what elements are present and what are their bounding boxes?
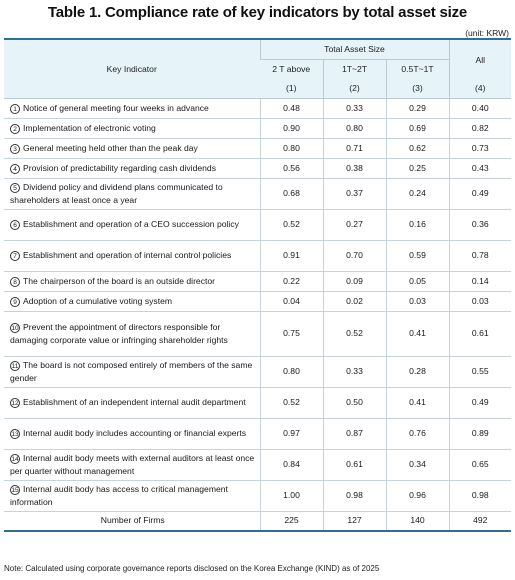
value-cell: 0.80 xyxy=(323,118,386,138)
firms-label: Number of Firms xyxy=(4,511,260,531)
value-cell: 0.90 xyxy=(260,118,323,138)
header-col-2t-above: 2 T above xyxy=(260,59,323,79)
value-cell: 0.68 xyxy=(260,178,323,209)
indicator-cell xyxy=(4,449,260,480)
value-cell: 0.24 xyxy=(386,178,449,209)
row-number-badge: 9 xyxy=(10,297,20,307)
value-cell: 0.69 xyxy=(386,118,449,138)
value-cell: 0.78 xyxy=(449,240,511,271)
table-row xyxy=(4,158,511,178)
indicator-cell xyxy=(4,98,260,118)
unit-label: (unit: KRW) xyxy=(465,28,509,38)
indicator-label: Establishment of an independent internal audit department xyxy=(23,397,246,407)
indicator-cell xyxy=(4,178,260,209)
header-key-indicator: Key Indicator xyxy=(4,39,260,98)
table-row xyxy=(4,178,511,209)
indicator-cell xyxy=(4,118,260,138)
value-cell: 0.48 xyxy=(260,98,323,118)
header-num-1: (1) xyxy=(260,79,323,98)
value-cell: 0.40 xyxy=(449,98,511,118)
value-cell: 0.96 xyxy=(386,480,449,511)
row-number-badge: 6 xyxy=(10,220,20,230)
value-cell: 0.33 xyxy=(323,98,386,118)
table-row xyxy=(4,271,511,291)
row-number-badge: 1 xyxy=(10,104,20,114)
indicator-label: Dividend policy and dividend plans communicated to shareholders at least once a year xyxy=(10,181,223,205)
value-cell: 0.61 xyxy=(449,311,511,356)
indicator-cell xyxy=(4,291,260,311)
header-col-05t-1t: 0.5T~1T xyxy=(386,59,449,79)
row-number-badge: 8 xyxy=(10,277,20,287)
value-cell: 0.38 xyxy=(323,158,386,178)
indicator-label: General meeting held other than the peak day xyxy=(23,142,198,153)
header-all: All xyxy=(449,39,511,79)
indicator-label: Prevent the appointment of directors responsible for damaging corporate value or infringing shareholder rights xyxy=(10,321,228,345)
value-cell: 0.89 xyxy=(449,418,511,449)
value-cell: 0.84 xyxy=(260,449,323,480)
value-cell: 0.04 xyxy=(260,291,323,311)
value-cell: 0.34 xyxy=(386,449,449,480)
indicator-label: Establishment and operation of internal control policies xyxy=(23,250,232,260)
indicator-label: Notice of general meeting four weeks in advance xyxy=(23,102,209,113)
value-cell: 0.71 xyxy=(323,138,386,158)
value-cell: 0.03 xyxy=(449,291,511,311)
indicator-label: The chairperson of the board is an outside director xyxy=(23,275,216,286)
indicator-label: Provision of predictability regarding cash dividends xyxy=(23,162,216,173)
value-cell: 0.33 xyxy=(323,356,386,387)
value-cell: 0.28 xyxy=(386,356,449,387)
row-number-badge: 14 xyxy=(11,455,19,463)
value-cell: 0.52 xyxy=(323,311,386,356)
row-number-badge: 3 xyxy=(10,144,20,154)
value-cell: 0.52 xyxy=(260,209,323,240)
indicator-cell xyxy=(4,240,260,271)
value-cell: 0.61 xyxy=(323,449,386,480)
indicator-label: Internal audit body has access to critical management information xyxy=(10,483,228,507)
value-cell: 0.87 xyxy=(323,418,386,449)
value-cell: 0.75 xyxy=(260,311,323,356)
value-cell: 0.05 xyxy=(386,271,449,291)
value-cell: 0.97 xyxy=(260,418,323,449)
indicator-label: Implementation of electronic voting xyxy=(23,122,156,133)
row-number-badge: 13 xyxy=(11,431,19,438)
indicator-cell xyxy=(4,356,260,387)
indicator-cell xyxy=(4,271,260,291)
value-cell: 0.02 xyxy=(323,291,386,311)
table-row xyxy=(4,480,511,511)
indicator-cell xyxy=(4,158,260,178)
indicator-label: Internal audit body meets with external auditors at least once per quarter without management xyxy=(10,452,255,476)
value-cell: 0.50 xyxy=(323,387,386,418)
value-cell: 0.37 xyxy=(323,178,386,209)
indicator-label: Adoption of a cumulative voting system xyxy=(23,295,173,306)
value-cell: 0.41 xyxy=(386,311,449,356)
value-cell: 0.91 xyxy=(260,240,323,271)
value-cell: 0.82 xyxy=(449,118,511,138)
value-cell: 0.55 xyxy=(449,356,511,387)
table-row xyxy=(4,138,511,158)
value-cell: 0.49 xyxy=(449,387,511,418)
indicator-cell xyxy=(4,138,260,158)
value-cell: 0.52 xyxy=(260,387,323,418)
table-row xyxy=(4,311,511,356)
value-cell: 0.73 xyxy=(449,138,511,158)
indicator-cell xyxy=(4,311,260,356)
value-cell: 0.27 xyxy=(323,209,386,240)
indicator-cell xyxy=(4,480,260,511)
row-number-badge: 4 xyxy=(10,164,20,174)
value-cell: 0.98 xyxy=(323,480,386,511)
value-cell: 0.56 xyxy=(260,158,323,178)
firms-value: 140 xyxy=(386,511,449,531)
row-number-badge: 11 xyxy=(11,362,19,370)
value-cell: 0.62 xyxy=(386,138,449,158)
table-row xyxy=(4,418,511,449)
value-cell: 0.80 xyxy=(260,138,323,158)
indicator-label: Internal audit body includes accounting or financial experts xyxy=(23,428,247,438)
indicator-label: The board is not composed entirely of members of the same gender xyxy=(10,359,253,383)
indicator-cell xyxy=(4,418,260,449)
table-row xyxy=(4,118,511,138)
row-number-badge: 15 xyxy=(11,486,19,494)
value-cell: 0.25 xyxy=(386,158,449,178)
row-number-badge: 10 xyxy=(11,324,19,332)
value-cell: 0.22 xyxy=(260,271,323,291)
value-cell: 0.43 xyxy=(449,158,511,178)
value-cell: 0.14 xyxy=(449,271,511,291)
value-cell: 0.59 xyxy=(386,240,449,271)
header-num-4: (4) xyxy=(449,79,511,98)
table-row xyxy=(4,240,511,271)
value-cell: 0.09 xyxy=(323,271,386,291)
row-number-badge: 12 xyxy=(11,400,19,407)
indicator-cell xyxy=(4,209,260,240)
value-cell: 0.41 xyxy=(386,387,449,418)
row-number-badge: 5 xyxy=(10,183,20,193)
firms-value: 225 xyxy=(260,511,323,531)
header-col-1t-2t: 1T~2T xyxy=(323,59,386,79)
firms-row xyxy=(4,511,511,531)
firms-value: 127 xyxy=(323,511,386,531)
table-note: Note: Calculated using corporate governance reports disclosed on the Korea Exchange (KIND) as of 2025 xyxy=(4,564,380,573)
header-total-asset-size: Total Asset Size xyxy=(260,39,449,59)
value-cell: 0.98 xyxy=(449,480,511,511)
row-number-badge: 7 xyxy=(10,251,20,261)
value-cell: 0.29 xyxy=(386,98,449,118)
value-cell: 0.49 xyxy=(449,178,511,209)
value-cell: 0.65 xyxy=(449,449,511,480)
table-row xyxy=(4,209,511,240)
value-cell: 1.00 xyxy=(260,480,323,511)
table-row xyxy=(4,98,511,118)
indicator-cell xyxy=(4,387,260,418)
table-row xyxy=(4,356,511,387)
value-cell: 0.03 xyxy=(386,291,449,311)
table-row xyxy=(4,291,511,311)
table-title: Table 1. Compliance rate of key indicators by total asset size xyxy=(47,4,468,21)
value-cell: 0.70 xyxy=(323,240,386,271)
value-cell: 0.16 xyxy=(386,209,449,240)
indicator-label: Establishment and operation of a CEO succession policy xyxy=(23,219,239,229)
value-cell: 0.80 xyxy=(260,356,323,387)
row-number-badge: 2 xyxy=(10,124,20,134)
compliance-table xyxy=(4,38,511,532)
header-num-2: (2) xyxy=(323,79,386,98)
value-cell: 0.36 xyxy=(449,209,511,240)
value-cell: 0.76 xyxy=(386,418,449,449)
table-row xyxy=(4,387,511,418)
firms-value: 492 xyxy=(449,511,511,531)
header-num-3: (3) xyxy=(386,79,449,98)
table-row xyxy=(4,449,511,480)
